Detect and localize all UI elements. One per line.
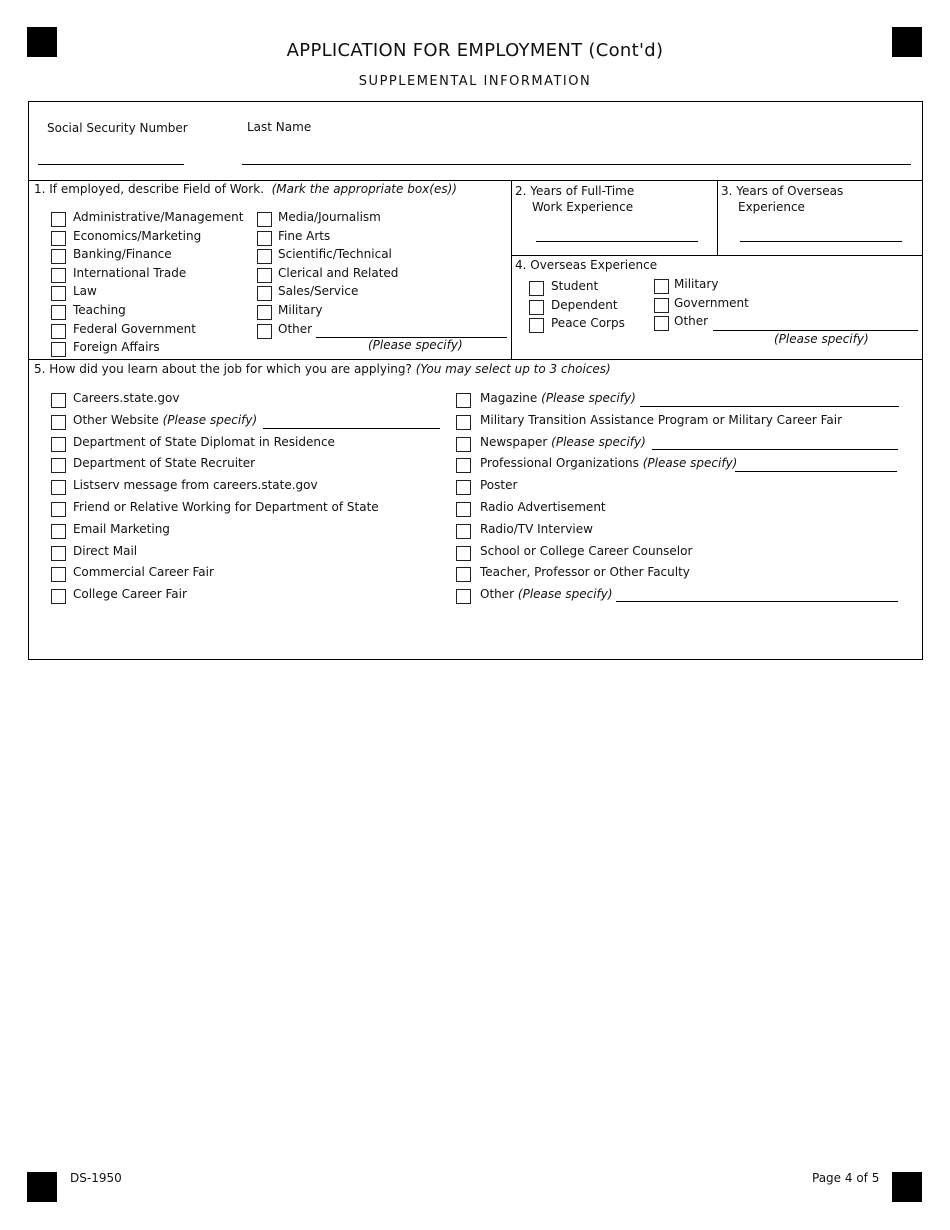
field-law-text: Law (73, 284, 97, 298)
source-school-or-college-career-counselor-checkbox[interactable] (456, 546, 471, 561)
source-direct-mail-checkbox[interactable] (51, 546, 66, 561)
source-professional-organizations-checkbox[interactable] (456, 458, 471, 473)
overseas-military-label (674, 277, 718, 291)
q3-label-line1: 3. Years of Overseas (721, 184, 844, 198)
source-magazine-checkbox[interactable] (456, 393, 471, 408)
source-newspaper-checkbox[interactable] (456, 437, 471, 452)
field-banking-finance-label (73, 247, 172, 261)
source-other-note: (Please specify) (517, 587, 613, 601)
overseas-student-checkbox[interactable] (529, 281, 544, 296)
source-college-career-fair-checkbox[interactable] (51, 589, 66, 604)
field-law-label (73, 284, 97, 298)
registration-mark-bottom-left (27, 1172, 57, 1202)
overseas-military-text: Military (674, 277, 719, 291)
field-foreign-affairs-checkbox[interactable] (51, 342, 66, 357)
field-sales-service-label (278, 284, 358, 298)
source-other-text: Other (480, 587, 515, 601)
q5-other-specify-field[interactable] (616, 601, 898, 602)
source-other-website-label (73, 413, 257, 427)
form-id: DS-1950 (70, 1171, 122, 1185)
field-economics-marketing-text: Economics/Marketing (73, 229, 202, 243)
registration-mark-bottom-right (892, 1172, 922, 1202)
source-radio-tv-interview-label (480, 522, 593, 536)
q5-magazine-specify-field[interactable] (640, 406, 899, 407)
field-scientific-technical-text: Scientific/Technical (278, 247, 392, 261)
field-teaching-checkbox[interactable] (51, 305, 66, 320)
source-magazine-text: Magazine (480, 391, 538, 405)
q1-specify-note: (Please specify) (368, 338, 463, 352)
overseas-other-label (674, 314, 708, 328)
source-teacher-professor-or-other-faculty-text: Teacher, Professor or Other Faculty (480, 565, 690, 579)
source-poster-checkbox[interactable] (456, 480, 471, 495)
source-professional-organizations-text: Professional Organizations (480, 456, 639, 470)
source-teacher-professor-or-other-faculty-label (480, 565, 690, 579)
source-listserv-message-from-careers-state-gov-text: Listserv message from careers.state.gov (73, 478, 318, 492)
field-federal-government-checkbox[interactable] (51, 324, 66, 339)
field-media-journalism-label (278, 210, 381, 224)
field-banking-finance-text: Banking/Finance (73, 247, 172, 261)
field-fine-arts-text: Fine Arts (278, 229, 331, 243)
lastname-field[interactable] (242, 164, 911, 165)
field-media-journalism-text: Media/Journalism (278, 210, 381, 224)
field-economics-marketing-checkbox[interactable] (51, 231, 66, 246)
field-administrative-management-checkbox[interactable] (51, 212, 66, 227)
overseas-peace-corps-label (551, 316, 625, 330)
source-newspaper-text: Newspaper (480, 435, 548, 449)
source-department-of-state-diplomat-in-residence-text: Department of State Diplomat in Residence (73, 435, 335, 449)
field-fine-arts-checkbox[interactable] (257, 231, 272, 246)
field-clerical-and-related-checkbox[interactable] (257, 268, 272, 283)
overseas-other-checkbox[interactable] (654, 316, 669, 331)
field-scientific-technical-checkbox[interactable] (257, 249, 272, 264)
ssn-field[interactable] (38, 164, 184, 165)
field-sales-service-checkbox[interactable] (257, 286, 272, 301)
source-listserv-message-from-careers-state-gov-label (73, 478, 318, 492)
field-administrative-management-text: Administrative/Management (73, 210, 244, 224)
field-law-checkbox[interactable] (51, 286, 66, 301)
form-title: APPLICATION FOR EMPLOYMENT (Cont'd) (286, 40, 664, 61)
divider-identity (28, 180, 922, 181)
lastname-label: Last Name (247, 120, 312, 134)
q5-label (34, 362, 611, 376)
source-department-of-state-diplomat-in-residence-checkbox[interactable] (51, 437, 66, 452)
source-careers-state-gov-checkbox[interactable] (51, 393, 66, 408)
overseas-dependent-checkbox[interactable] (529, 300, 544, 315)
overseas-other-text: Other (674, 314, 709, 328)
field-military-label (278, 303, 322, 317)
source-radio-advertisement-label (480, 500, 606, 514)
field-teaching-label (73, 303, 126, 317)
field-scientific-technical-label (278, 247, 392, 261)
source-commercial-career-fair-text: Commercial Career Fair (73, 565, 214, 579)
q3-years-field[interactable] (740, 241, 902, 242)
source-teacher-professor-or-other-faculty-checkbox[interactable] (456, 567, 471, 582)
q1-hint: (Mark the appropriate box(es)) (271, 182, 457, 196)
source-friend-or-relative-working-for-department-of-state-checkbox[interactable] (51, 502, 66, 517)
source-department-of-state-recruiter-label (73, 456, 255, 470)
source-school-or-college-career-counselor-text: School or College Career Counselor (480, 544, 693, 558)
overseas-student-label (551, 279, 598, 293)
q5-newspaper-specify-field[interactable] (652, 449, 898, 450)
field-other-label (278, 322, 312, 336)
overseas-dependent-label (551, 298, 618, 312)
source-college-career-fair-text: College Career Fair (73, 587, 187, 601)
field-economics-marketing-label (73, 229, 201, 243)
source-newspaper-note: (Please specify) (551, 435, 646, 449)
source-department-of-state-recruiter-checkbox[interactable] (51, 458, 66, 473)
source-listserv-message-from-careers-state-gov-checkbox[interactable] (51, 480, 66, 495)
source-department-of-state-recruiter-text: Department of State Recruiter (73, 456, 256, 470)
field-international-trade-label (73, 266, 186, 280)
ssn-label: Social Security Number (47, 121, 188, 135)
q1-label (34, 182, 457, 196)
source-other-checkbox[interactable] (456, 589, 471, 604)
field-sales-service-text: Sales/Service (278, 284, 359, 298)
overseas-government-checkbox[interactable] (654, 298, 669, 313)
source-department-of-state-diplomat-in-residence-label (73, 435, 335, 449)
source-magazine-note: (Please specify) (541, 391, 636, 405)
q5-professional-org-specify-field[interactable] (735, 471, 897, 472)
q5-hint: (You may select up to 3 choices) (415, 362, 611, 376)
form-subtitle: SUPPLEMENTAL INFORMATION (358, 74, 592, 89)
field-clerical-and-related-text: Clerical and Related (278, 266, 399, 280)
q4-specify-note: (Please specify) (774, 332, 869, 346)
divider-q5 (28, 359, 922, 360)
source-direct-mail-text: Direct Mail (73, 544, 138, 558)
field-international-trade-text: International Trade (73, 266, 187, 280)
source-military-transition-assistance-program-or-military-career-fair-text: Military Transition Assistance Program or Military Career Fair (480, 413, 843, 427)
divider-q1-right (511, 180, 512, 359)
source-other-website-note: (Please specify) (162, 413, 258, 427)
source-poster-text: Poster (480, 478, 518, 492)
field-international-trade-checkbox[interactable] (51, 268, 66, 283)
overseas-peace-corps-checkbox[interactable] (529, 318, 544, 333)
source-email-marketing-label (73, 522, 170, 536)
divider-q2-q3 (717, 180, 718, 255)
field-clerical-and-related-label (278, 266, 398, 280)
source-radio-tv-interview-checkbox[interactable] (456, 524, 471, 539)
overseas-military-checkbox[interactable] (654, 279, 669, 294)
field-military-text: Military (278, 303, 323, 317)
q2-label-line1: 2. Years of Full-Time (515, 184, 635, 198)
page-number: Page 4 of 5 (812, 1171, 880, 1185)
field-foreign-affairs-label (73, 340, 160, 354)
source-friend-or-relative-working-for-department-of-state-text: Friend or Relative Working for Department of State (73, 500, 379, 514)
overseas-peace-corps-text: Peace Corps (551, 316, 625, 330)
q2-years-field[interactable] (536, 241, 698, 242)
source-poster-label (480, 478, 517, 492)
field-administrative-management-label (73, 210, 243, 224)
source-direct-mail-label (73, 544, 137, 558)
field-fine-arts-label (278, 229, 330, 243)
q5-other-website-specify-field[interactable] (263, 428, 440, 429)
q3-label-line2: Experience (738, 200, 805, 214)
source-email-marketing-checkbox[interactable] (51, 524, 66, 539)
source-professional-organizations-label (480, 456, 737, 470)
field-foreign-affairs-text: Foreign Affairs (73, 340, 160, 354)
q4-label: 4. Overseas Experience (515, 258, 658, 272)
source-radio-tv-interview-text: Radio/TV Interview (480, 522, 593, 536)
source-careers-state-gov-text: Careers.state.gov (73, 391, 180, 405)
overseas-government-label (674, 296, 749, 310)
source-military-transition-assistance-program-or-military-career-fair-label (480, 413, 842, 427)
divider-q4 (511, 255, 922, 256)
field-military-checkbox[interactable] (257, 305, 272, 320)
source-magazine-label (480, 391, 636, 405)
source-commercial-career-fair-checkbox[interactable] (51, 567, 66, 582)
field-other-text: Other (278, 322, 313, 336)
source-other-label (480, 587, 613, 601)
field-other-checkbox[interactable] (257, 324, 272, 339)
source-radio-advertisement-checkbox[interactable] (456, 502, 471, 517)
overseas-government-text: Government (674, 296, 749, 310)
field-teaching-text: Teaching (73, 303, 126, 317)
source-professional-organizations-note: (Please specify) (642, 456, 738, 470)
source-email-marketing-text: Email Marketing (73, 522, 170, 536)
q4-other-specify-field[interactable] (713, 330, 918, 331)
source-commercial-career-fair-label (73, 565, 214, 579)
source-school-or-college-career-counselor-label (480, 544, 692, 558)
source-friend-or-relative-working-for-department-of-state-label (73, 500, 379, 514)
field-federal-government-label (73, 322, 196, 336)
q2-label-line2: Work Experience (532, 200, 634, 214)
source-other-website-text: Other Website (73, 413, 159, 427)
overseas-dependent-text: Dependent (551, 298, 618, 312)
q5-label-text: 5. How did you learn about the job for which you are applying? (34, 362, 412, 376)
source-careers-state-gov-label (73, 391, 179, 405)
source-newspaper-label (480, 435, 646, 449)
source-other-website-checkbox[interactable] (51, 415, 66, 430)
source-military-transition-assistance-program-or-military-career-fair-checkbox[interactable] (456, 415, 471, 430)
source-radio-advertisement-text: Radio Advertisement (480, 500, 606, 514)
field-banking-finance-checkbox[interactable] (51, 249, 66, 264)
field-media-journalism-checkbox[interactable] (257, 212, 272, 227)
q1-label-text: 1. If employed, describe Field of Work. (34, 182, 264, 196)
field-federal-government-text: Federal Government (73, 322, 196, 336)
overseas-student-text: Student (551, 279, 599, 293)
source-college-career-fair-label (73, 587, 187, 601)
